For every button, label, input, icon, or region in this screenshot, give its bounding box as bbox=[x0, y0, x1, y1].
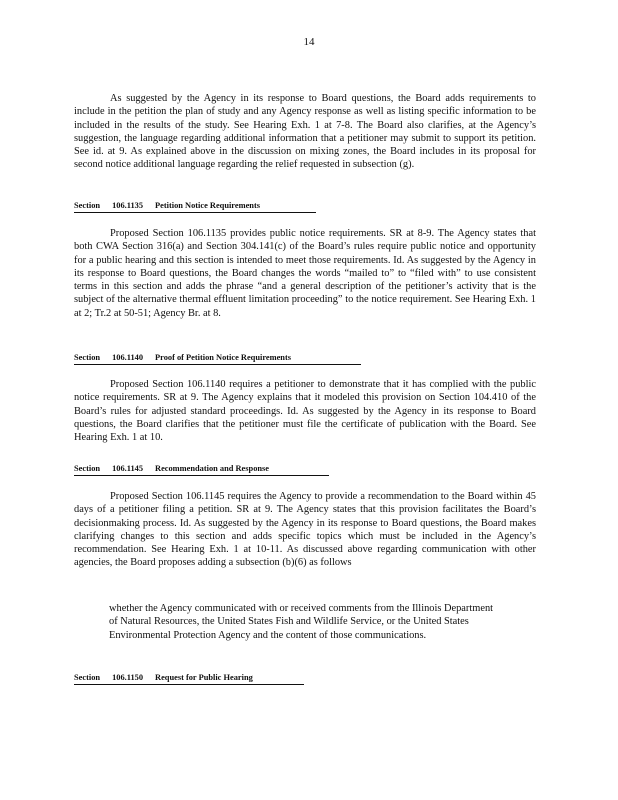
paragraph-proof-of-notice: Proposed Section 106.1140 requires a petitioner to demonstrate that it has complied with the public notice requirements. SR at 9. The Agency explains that it modeled this provision on Section 104.410 of the Board’s rules for adjusted standard proceedings. Id. As suggested by the Agency in its response to Board questions, the Board clarifies that the petitioner must file the certificate of publication with the Board. See Hearing Exh. 1 at 10. bbox=[74, 379, 536, 444]
heading-section-number: 106.1145 bbox=[112, 464, 144, 473]
page-number: 14 bbox=[303, 36, 315, 48]
heading-section-word: Section bbox=[74, 353, 101, 362]
heading-section-word: Section bbox=[74, 673, 101, 682]
section-heading-106-1140 bbox=[74, 353, 361, 365]
heading-section-number: 106.1150 bbox=[112, 673, 144, 682]
section-heading-106-1145 bbox=[74, 464, 329, 476]
paragraph-public-notice: Proposed Section 106.1135 provides public notice requirements. SR at 8-9. The Agency states that both CWA Section 316(a) and Section 304.141(c) of the Board’s rules require public notice and opportunity for a public hearing and this section is intended to meet those requirements. Id. As suggested by the Agency in its response to Board questions, the Board changes the words “mailed to” to “filed with” to use consistent terms in this section and adds the phrase “and a general description of the petitioner’s activity that is the subject of the alternative thermal effluent limitation proceeding” to the notice requirement. See Hearing Exh. 1 at 2; Tr.2 at 50-51; Agency Br. at 8. bbox=[74, 228, 536, 319]
section-heading-106-1150 bbox=[74, 673, 304, 685]
heading-section-title: Recommendation and Response bbox=[155, 464, 270, 473]
section-heading-106-1135 bbox=[74, 201, 316, 213]
block-quote-subsection-b6: whether the Agency communicated with or received comments from the Illinois Department of Natural Resources, the United States Fish and Wildlife Service, or the United States Environmental Protection Agency and the content of those communications. bbox=[109, 603, 494, 641]
paragraph-plan-of-study: As suggested by the Agency in its response to Board questions, the Board adds requirements to include in the petition the plan of study and any Agency response as well as listing specific information to be included in the results of the study. See Hearing Exh. 1 at 7-8. The Board also clarifies, at the Agency’s suggestion, the language regarding additional information that a petitioner may submit to support its petition. See id. at 9. As explained above in the discussion on mixing zones, the Board includes in its proposal for second notice additional language regarding the relief requested in subsection (g). bbox=[74, 93, 536, 171]
heading-section-title: Petition Notice Requirements bbox=[155, 201, 260, 210]
paragraph-recommendation: Proposed Section 106.1145 requires the Agency to provide a recommendation to the Board within 45 days of a petitioner filing a petition. SR at 9. The Agency states that this provision facilitates the Board’s decisionmaking process. Id. As suggested by the Agency in its response to Board questions, the Board makes clarifying changes to this section and adds specific topics which must be included in the Agency’s recommendation. See Hearing Exh. 1 at 10-11. As discussed above regarding communication with other agencies, the Board proposes adding a subsection (b)(6) as follows bbox=[74, 491, 536, 569]
heading-section-title: Proof of Petition Notice Requirements bbox=[155, 353, 291, 362]
heading-section-word: Section bbox=[74, 464, 101, 473]
heading-section-word: Section bbox=[74, 201, 101, 210]
heading-section-number: 106.1140 bbox=[112, 353, 144, 362]
heading-section-number: 106.1135 bbox=[112, 201, 144, 210]
heading-section-title: Request for Public Hearing bbox=[155, 673, 253, 682]
